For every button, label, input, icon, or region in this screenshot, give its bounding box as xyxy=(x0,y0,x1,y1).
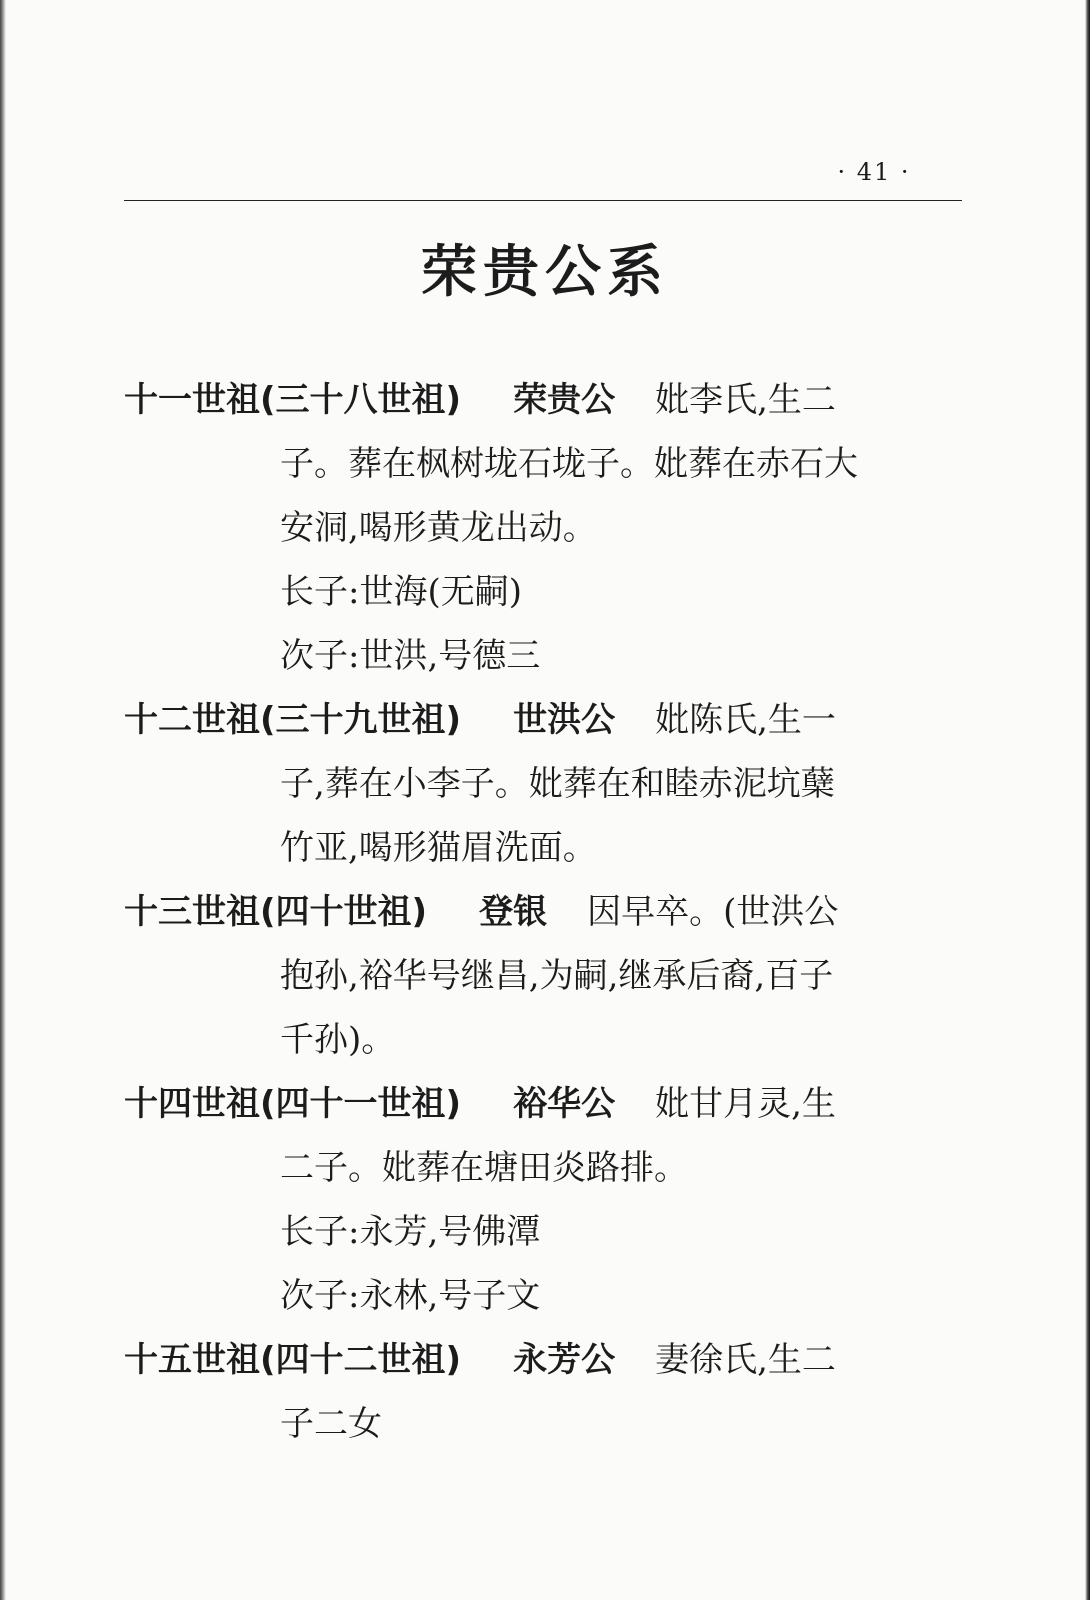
ancestor-name: 荣贵公 xyxy=(513,380,616,420)
entry-continuation: 二子。妣葬在塘田炎路排。 xyxy=(280,1148,688,1188)
genealogy-entry xyxy=(124,1072,964,1328)
child-line: 次子:永林,号子文 xyxy=(280,1276,541,1316)
entry-text: 妻徐氏,生二 xyxy=(655,1340,836,1380)
entry-head-line xyxy=(124,688,964,752)
entry-text: 妣甘月灵,生 xyxy=(655,1084,836,1124)
genealogy-entry xyxy=(124,1328,964,1456)
entry-text: 妣陈氏,生一 xyxy=(655,700,836,740)
genealogy-entry xyxy=(124,880,964,1072)
entry-continuation: 抱孙,裕华号继昌,为嗣,继承后裔,百子 xyxy=(280,956,834,996)
entry-text: 妣李氏,生二 xyxy=(655,380,836,420)
entry-continuation: 千孙)。 xyxy=(280,1020,396,1060)
child-line: 长子:世海(无嗣) xyxy=(280,572,522,612)
page-number: · 41 · xyxy=(837,158,911,186)
ancestor-name: 世洪公 xyxy=(513,700,616,740)
page-title: 荣贵公系 xyxy=(421,240,669,305)
generation-label: 十四世祖(四十一世祖) xyxy=(124,1084,462,1124)
entry-continuation: 安洞,喝形黄龙出动。 xyxy=(280,508,597,548)
generation-label: 十三世祖(四十世祖) xyxy=(124,892,428,932)
ancestor-name: 登银 xyxy=(479,892,548,932)
entry-continuation: 子二女 xyxy=(280,1404,382,1444)
generation-label: 十二世祖(三十九世祖) xyxy=(124,700,462,740)
generation-label: 十一世祖(三十八世祖) xyxy=(124,380,462,420)
child-line: 长子:永芳,号佛潭 xyxy=(280,1212,541,1252)
entry-text: 因早卒。(世洪公 xyxy=(587,892,839,932)
entry-head-line xyxy=(124,368,964,432)
child-line: 次子:世洪,号德三 xyxy=(280,636,541,676)
entry-continuation: 竹亚,喝形猫眉洗面。 xyxy=(280,828,597,868)
genealogy-entry xyxy=(124,688,964,880)
entry-head-line xyxy=(124,880,964,944)
entry-head-line xyxy=(124,1072,964,1136)
ancestor-name: 裕华公 xyxy=(513,1084,616,1124)
generation-label: 十五世祖(四十二世祖) xyxy=(124,1340,462,1380)
genealogy-body xyxy=(124,368,964,1456)
genealogy-entry xyxy=(124,368,964,688)
entry-continuation: 子。葬在枫树垅石垅子。妣葬在赤石大 xyxy=(280,444,858,484)
entry-continuation: 子,葬在小李子。妣葬在和睦赤泥坑蘖 xyxy=(280,764,835,804)
ancestor-name: 永芳公 xyxy=(513,1340,616,1380)
entry-head-line xyxy=(124,1328,964,1392)
header-rule xyxy=(124,200,962,201)
